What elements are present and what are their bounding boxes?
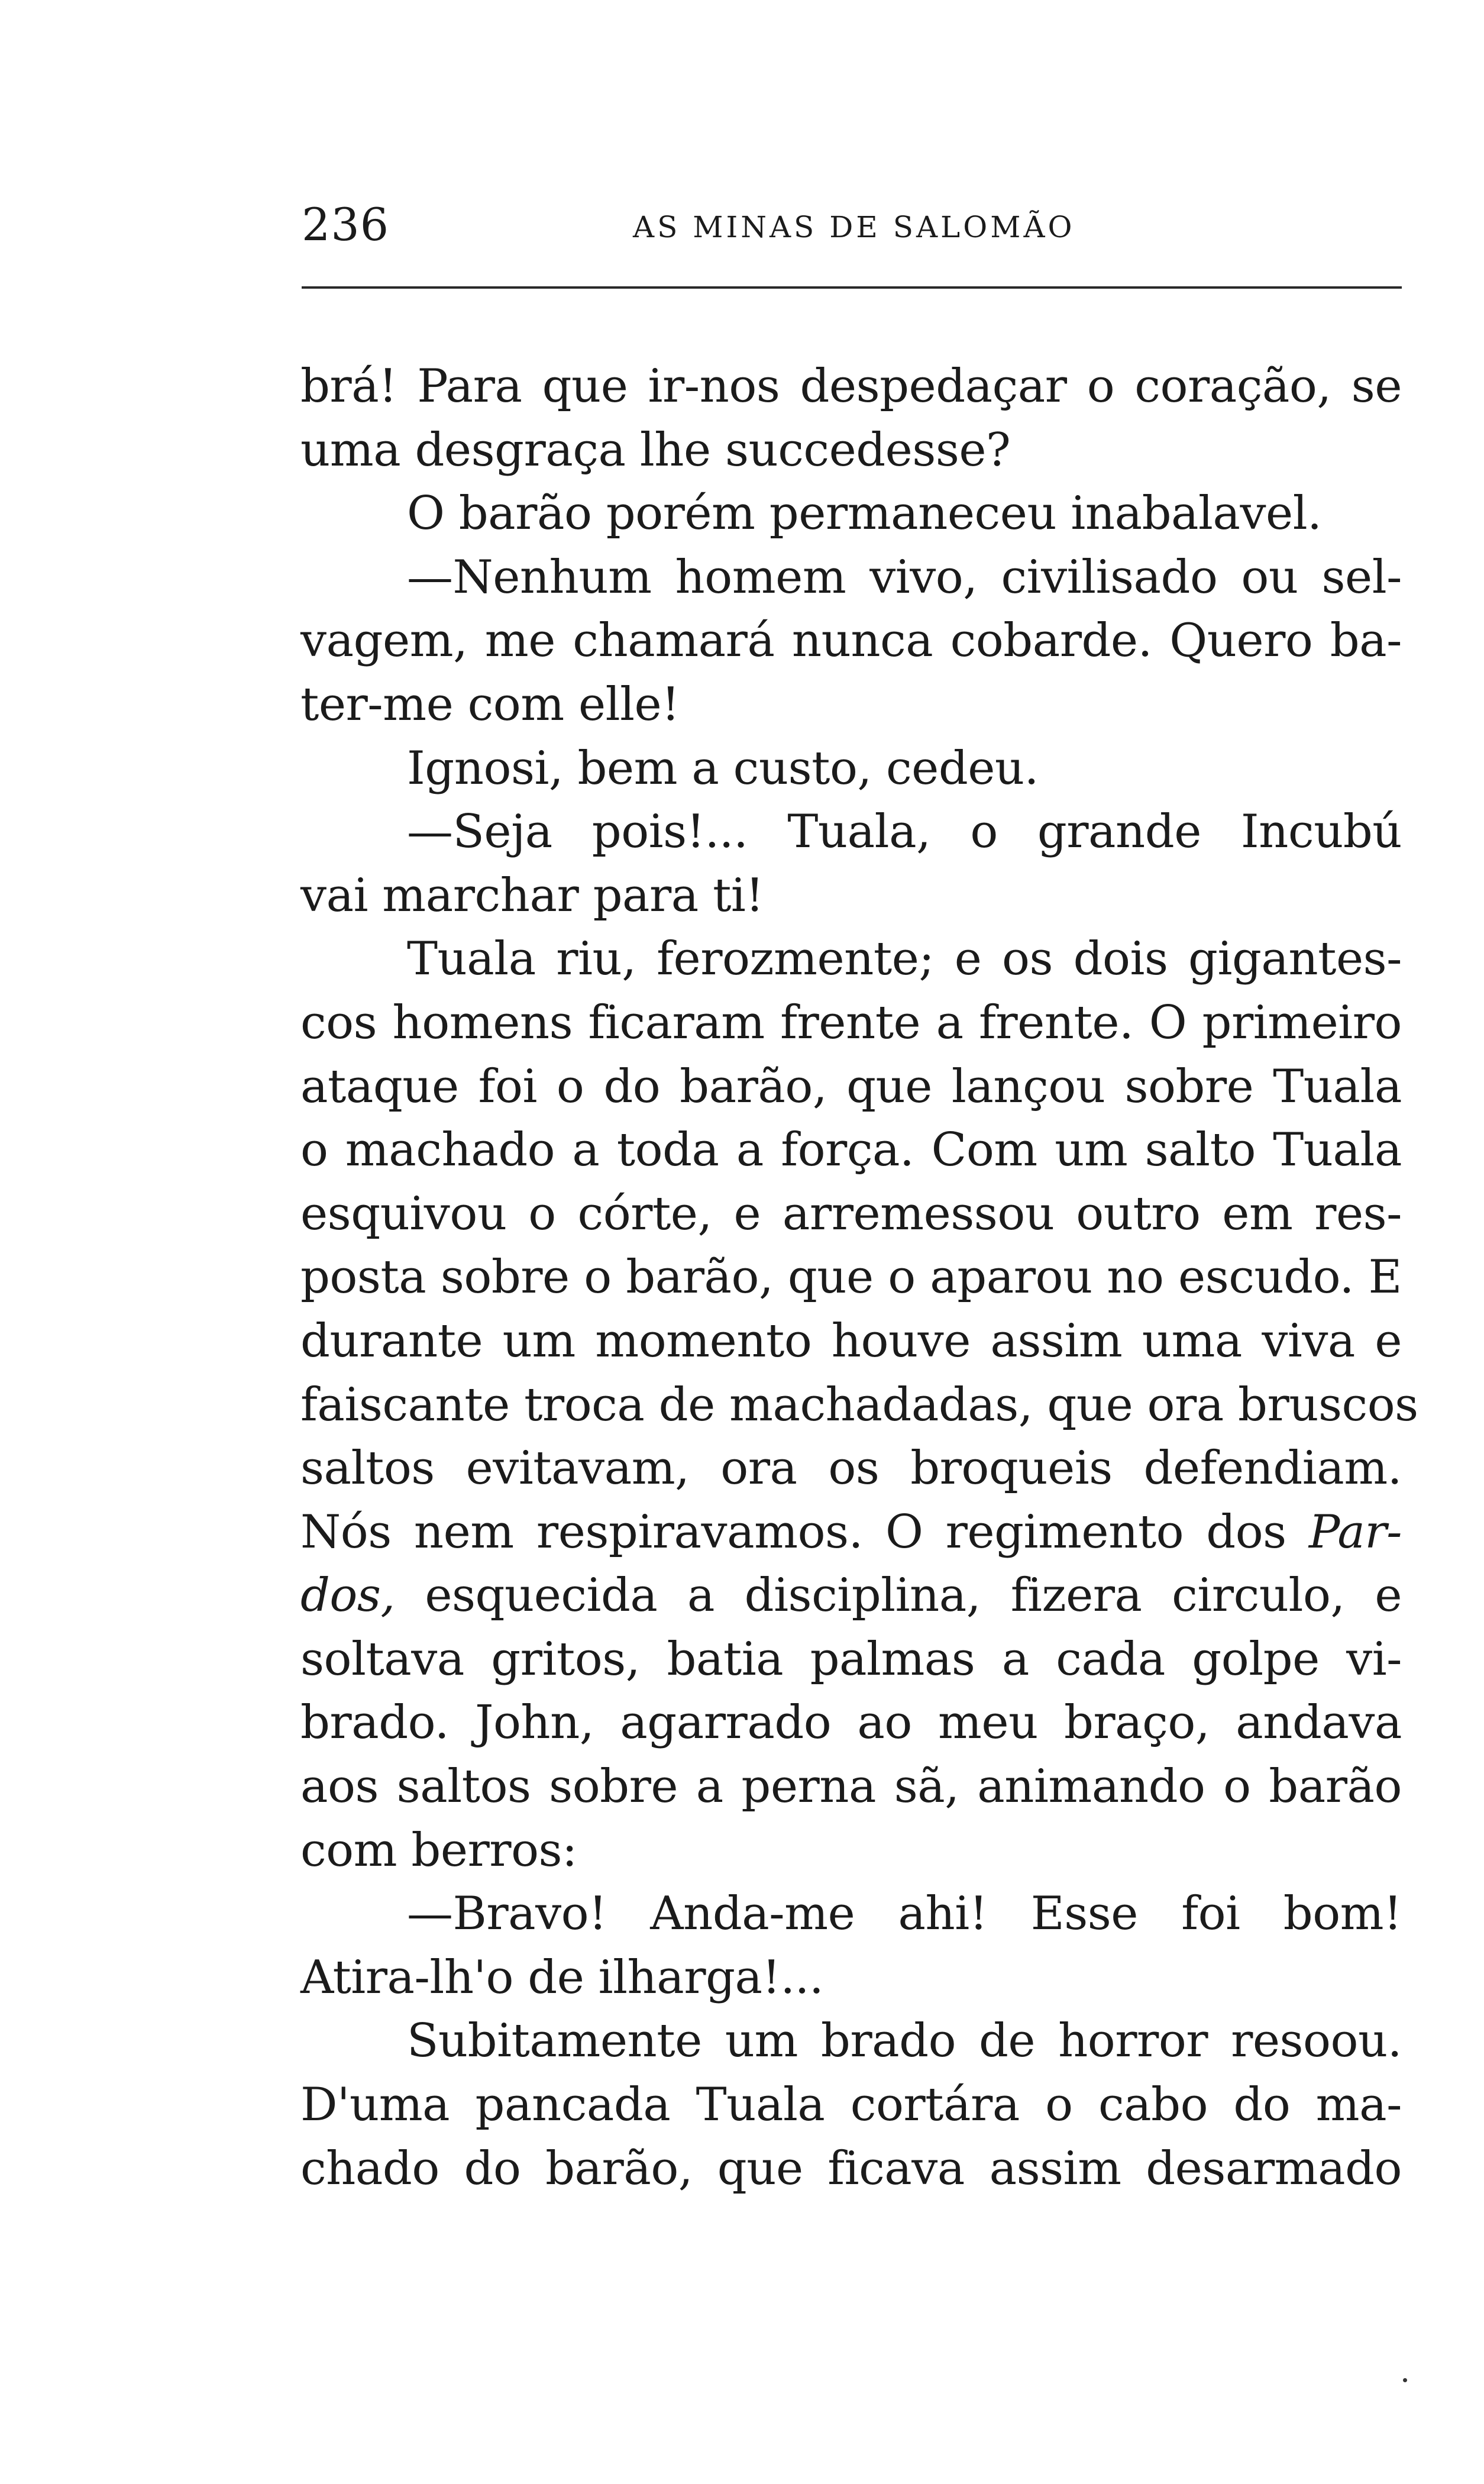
text-line: ataque foi o do barão, que lançou sobre Tuala [300,1060,1402,1113]
text-line: com berros: [300,1823,577,1877]
text-line: esquivou o córte, e arremessou outro em res- [300,1187,1402,1241]
text-line: Ignosi, bem a custo, cedeu. [407,741,1039,795]
text-line: chado do barão, que ficava assim desarmado [300,2141,1402,2195]
text-line: ter-me com elle! [300,677,680,731]
text-line: D'uma pancada Tuala cortára o cabo do ma- [300,2078,1402,2132]
text-line: Atira-lh'o de ilharga!... [300,1950,824,2004]
header-rule [302,286,1402,289]
print-speck [1403,2378,1407,2382]
text-line: aos saltos sobre a perna sã, animando o barão [300,1760,1402,1814]
text-line: durante um momento houve assim uma viva e [300,1314,1402,1368]
page-header [302,195,1402,266]
text-line: vagem, me chamará nunca cobarde. Quero ba- [300,614,1402,668]
text-line: Nós nem respiravamos. O regimento dos Par- [300,1505,1402,1559]
text-line: —Bravo! Anda-me ahi! Esse foi bom! [407,1887,1402,1941]
text-line: cos homens ficaram frente a frente. O primeiro [300,996,1402,1049]
text-line: O barão porém permaneceu inabalavel. [407,487,1322,541]
text-line: Subitamente um brado de horror resoou. [407,2014,1402,2068]
text-line: soltava gritos, batia palmas a cada golpe vi- [300,1632,1402,1686]
text-line: posta sobre o barão, que o aparou no escudo. E [300,1251,1402,1304]
text-line: Tuala riu, ferozmente; e os dois gigantes- [407,932,1402,986]
running-title: AS MINAS DE SALOMÃO [633,210,1075,244]
text-line: —Seja pois!... Tuala, o grande Incubú [407,805,1402,859]
text-line: brado. John, agarrado ao meu braço, andava [300,1696,1402,1750]
italic-word: Par- [1308,1505,1402,1559]
text-line: uma desgraça lhe succedesse? [300,423,1011,477]
text-line: o machado a toda a força. Com um salto Tuala [300,1123,1402,1177]
text-line: dos, esquecida a disciplina, fizera circulo, e [300,1569,1402,1623]
text-line: —Nenhum homem vivo, civilisado ou sel- [407,550,1402,604]
body-text [300,355,1418,2201]
text-line: brá! Para que ir-nos despedaçar o coração, se [300,360,1402,413]
text-line: saltos evitavam, ora os broqueis defendiam. [300,1442,1402,1495]
page-number: 236 [302,198,390,251]
italic-word: dos, [300,1569,395,1623]
text-line: faiscante troca de machadadas, que ora bruscos [300,1378,1418,1432]
text-line: vai marchar para ti! [300,868,764,922]
